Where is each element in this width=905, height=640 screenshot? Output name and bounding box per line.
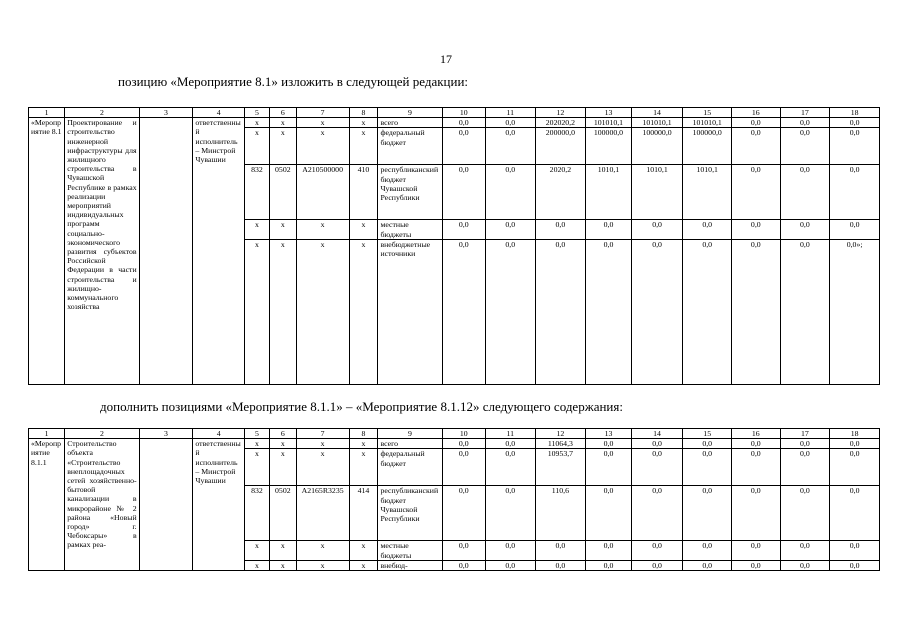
column-number: 2 [65, 108, 139, 118]
cell-value: 0,0 [780, 560, 830, 570]
cell-value: 0,0 [830, 449, 880, 486]
cell-value: 0,0 [586, 541, 631, 560]
cell-c7: A210500000 [296, 165, 349, 220]
column-number: 1 [29, 429, 65, 439]
cell-value: 0,0 [535, 220, 586, 239]
column-number: 10 [442, 429, 485, 439]
cell-funding-source: республиканский бюджет Чувашской Республики [378, 165, 442, 220]
column-number: 7 [296, 429, 349, 439]
column-number: 14 [631, 108, 683, 118]
cell-value: 0,0 [631, 239, 683, 384]
cell-c5: 832 [245, 486, 270, 541]
cell-value: 200000,0 [535, 128, 586, 165]
cell-value: 1010,1 [631, 165, 683, 220]
cell-col4: ответственный исполнитель – Минстрой Чувашии [193, 439, 245, 571]
column-number: 12 [535, 429, 586, 439]
cell-value: 0,0 [780, 118, 830, 128]
cell-c8: 410 [349, 165, 378, 220]
cell-c7: x [296, 220, 349, 239]
cell-value: 0,0 [732, 560, 781, 570]
cell-c5: x [245, 239, 270, 384]
cell-funding-source: федеральный бюджет [378, 128, 442, 165]
table-row [29, 118, 880, 128]
cell-value: 0,0 [485, 220, 535, 239]
measure-table-8-1-1 [28, 428, 880, 571]
cell-c8: x [349, 560, 378, 570]
heading-edit-position: позицию «Мероприятие 8.1» изложить в следующей редакции: [118, 74, 469, 89]
cell-value: 0,0 [732, 118, 781, 128]
cell-c8: x [349, 128, 378, 165]
column-number: 17 [780, 429, 830, 439]
page-number: 17 [440, 52, 452, 66]
cell-value: 0,0 [683, 541, 732, 560]
cell-value: 0,0 [442, 128, 485, 165]
cell-value: 10953,7 [535, 449, 586, 486]
cell-value: 0,0 [631, 449, 683, 486]
cell-funding-source: местные бюджеты [378, 541, 442, 560]
column-number: 3 [139, 429, 193, 439]
cell-value: 0,0 [586, 239, 631, 384]
cell-c8: x [349, 439, 378, 449]
cell-value: 0,0 [485, 486, 535, 541]
cell-c7: x [296, 239, 349, 384]
cell-c8: x [349, 118, 378, 128]
cell-funding-source: федеральный бюджет [378, 449, 442, 486]
cell-value: 0,0»; [830, 239, 880, 384]
column-number: 2 [65, 429, 139, 439]
column-number: 5 [245, 108, 270, 118]
cell-c6: x [269, 449, 296, 486]
cell-value: 0,0 [442, 449, 485, 486]
cell-value: 0,0 [830, 165, 880, 220]
cell-value: 0,0 [442, 486, 485, 541]
heading-add-positions: дополнить позициями «Мероприятие 8.1.1» – «Мероприятие 8.1.12» следующего содержания: [100, 399, 623, 414]
cell-col3 [139, 118, 193, 385]
cell-value: 0,0 [830, 439, 880, 449]
cell-c6: x [269, 128, 296, 165]
cell-c7: x [296, 541, 349, 560]
cell-value: 0,0 [631, 560, 683, 570]
cell-c7: x [296, 449, 349, 486]
cell-value: 0,0 [586, 439, 631, 449]
cell-value: 0,0 [732, 486, 781, 541]
cell-funding-source: всего [378, 439, 442, 449]
cell-value: 0,0 [780, 220, 830, 239]
cell-value: 100000,0 [631, 128, 683, 165]
cell-value: 0,0 [485, 118, 535, 128]
cell-value: 0,0 [442, 541, 485, 560]
cell-value: 0,0 [732, 220, 781, 239]
cell-c8: x [349, 220, 378, 239]
cell-funding-source: республиканский бюджет Чувашской Республики [378, 486, 442, 541]
cell-value: 0,0 [442, 239, 485, 384]
cell-c7: x [296, 118, 349, 128]
column-number: 5 [245, 429, 270, 439]
cell-value: 0,0 [442, 560, 485, 570]
cell-value: 0,0 [732, 541, 781, 560]
cell-c8: x [349, 449, 378, 486]
column-number: 3 [139, 108, 193, 118]
cell-funding-source: местные бюджеты [378, 220, 442, 239]
cell-c7: x [296, 439, 349, 449]
cell-c5: x [245, 560, 270, 570]
cell-col3 [139, 439, 193, 571]
column-number-row [29, 108, 880, 118]
cell-value: 0,0 [732, 239, 781, 384]
cell-value: 0,0 [631, 220, 683, 239]
cell-funding-source: внебюд- [378, 560, 442, 570]
cell-value: 0,0 [586, 449, 631, 486]
column-number: 10 [442, 108, 485, 118]
column-number: 4 [193, 429, 245, 439]
cell-value: 0,0 [732, 128, 781, 165]
cell-value: 0,0 [442, 165, 485, 220]
cell-c6: x [269, 118, 296, 128]
column-number: 12 [535, 108, 586, 118]
cell-value: 0,0 [535, 239, 586, 384]
column-number: 18 [830, 108, 880, 118]
cell-c7: x [296, 560, 349, 570]
cell-value: 0,0 [683, 239, 732, 384]
cell-value: 100000,0 [683, 128, 732, 165]
cell-col2: Проектирование и строительство инженерной инфраструктуры для жилищного строительства в Чувашской Республике в рамках реализации мероприятий индивидуальных программ социально-экономического развития субъектов Российской Федерации в части строительства и жилищно-коммунального хозяйства [65, 118, 139, 385]
cell-c8: x [349, 239, 378, 384]
cell-value: 1010,1 [586, 165, 631, 220]
cell-c5: x [245, 449, 270, 486]
cell-value: 0,0 [631, 439, 683, 449]
column-number: 16 [732, 108, 781, 118]
cell-value: 0,0 [732, 165, 781, 220]
column-number: 4 [193, 108, 245, 118]
cell-c5: x [245, 541, 270, 560]
cell-value: 0,0 [780, 449, 830, 486]
cell-value: 0,0 [780, 128, 830, 165]
cell-value: 100000,0 [586, 128, 631, 165]
cell-c6: x [269, 439, 296, 449]
cell-value: 0,0 [683, 560, 732, 570]
cell-value: 0,0 [485, 165, 535, 220]
cell-c6: x [269, 239, 296, 384]
cell-c7: A2165R3235 [296, 486, 349, 541]
cell-c6: 0502 [269, 165, 296, 220]
cell-col2: Строительство объекта «Строительство внеплощадочных сетей хозяйственно-бытовой канализации в микрорайоне № 2 района «Новый город» г. Чебоксары» в рамках реа- [65, 439, 139, 571]
cell-value: 0,0 [830, 486, 880, 541]
cell-value: 0,0 [535, 560, 586, 570]
cell-col4: ответственный исполнитель – Минстрой Чувашии [193, 118, 245, 385]
cell-value: 0,0 [683, 220, 732, 239]
column-number: 1 [29, 108, 65, 118]
cell-value: 0,0 [631, 541, 683, 560]
column-number: 9 [378, 108, 442, 118]
column-number: 11 [485, 108, 535, 118]
cell-value: 110,6 [535, 486, 586, 541]
column-number: 13 [586, 429, 631, 439]
cell-c8: x [349, 541, 378, 560]
cell-c8: 414 [349, 486, 378, 541]
cell-value: 0,0 [830, 128, 880, 165]
cell-value: 0,0 [485, 560, 535, 570]
cell-value: 202020,2 [535, 118, 586, 128]
column-number: 7 [296, 108, 349, 118]
cell-funding-source: внебюджетные источники [378, 239, 442, 384]
cell-c5: x [245, 128, 270, 165]
measure-table-8-1 [28, 107, 880, 385]
cell-value: 0,0 [780, 165, 830, 220]
cell-c6: x [269, 541, 296, 560]
column-number: 8 [349, 108, 378, 118]
cell-value: 2020,2 [535, 165, 586, 220]
column-number: 6 [269, 429, 296, 439]
cell-value: 0,0 [830, 118, 880, 128]
cell-c7: x [296, 128, 349, 165]
cell-value: 0,0 [535, 541, 586, 560]
cell-c6: 0502 [269, 486, 296, 541]
cell-col1: «Мероприятие 8.1 [29, 118, 65, 385]
cell-c6: x [269, 560, 296, 570]
cell-value: 0,0 [586, 486, 631, 541]
cell-c5: x [245, 439, 270, 449]
cell-value: 0,0 [442, 220, 485, 239]
cell-value: 101010,1 [683, 118, 732, 128]
column-number: 14 [631, 429, 683, 439]
cell-value: 0,0 [631, 486, 683, 541]
column-number: 15 [683, 108, 732, 118]
column-number: 11 [485, 429, 535, 439]
cell-value: 0,0 [683, 449, 732, 486]
cell-value: 0,0 [732, 449, 781, 486]
cell-value: 101010,1 [631, 118, 683, 128]
cell-value: 0,0 [780, 541, 830, 560]
column-number: 9 [378, 429, 442, 439]
cell-value: 1010,1 [683, 165, 732, 220]
table-row [29, 439, 880, 449]
cell-value: 0,0 [780, 439, 830, 449]
cell-value: 0,0 [830, 541, 880, 560]
cell-value: 0,0 [586, 560, 631, 570]
cell-value: 0,0 [683, 439, 732, 449]
column-number: 17 [780, 108, 830, 118]
cell-value: 0,0 [442, 439, 485, 449]
cell-c5: x [245, 118, 270, 128]
cell-value: 0,0 [485, 449, 535, 486]
column-number-row [29, 429, 880, 439]
column-number: 16 [732, 429, 781, 439]
cell-value: 11064,3 [535, 439, 586, 449]
column-number: 13 [586, 108, 631, 118]
cell-c5: x [245, 220, 270, 239]
cell-col1: «Мероприятие 8.1.1 [29, 439, 65, 571]
cell-value: 0,0 [830, 220, 880, 239]
cell-funding-source: всего [378, 118, 442, 128]
column-number: 8 [349, 429, 378, 439]
cell-value: 0,0 [732, 439, 781, 449]
cell-value: 0,0 [830, 560, 880, 570]
cell-value: 0,0 [485, 128, 535, 165]
cell-value: 0,0 [780, 486, 830, 541]
cell-value: 0,0 [780, 239, 830, 384]
cell-value: 0,0 [442, 118, 485, 128]
cell-c6: x [269, 220, 296, 239]
cell-value: 0,0 [683, 486, 732, 541]
cell-c5: 832 [245, 165, 270, 220]
cell-value: 101010,1 [586, 118, 631, 128]
cell-value: 0,0 [485, 239, 535, 384]
column-number: 15 [683, 429, 732, 439]
cell-value: 0,0 [586, 220, 631, 239]
cell-value: 0,0 [485, 541, 535, 560]
cell-value: 0,0 [485, 439, 535, 449]
column-number: 18 [830, 429, 880, 439]
column-number: 6 [269, 108, 296, 118]
